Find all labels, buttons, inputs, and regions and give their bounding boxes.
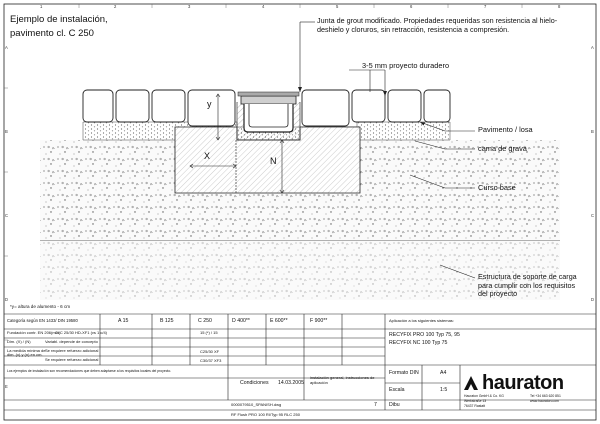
class-b125: B 125 (160, 318, 174, 324)
grid-side-d-right: D (591, 297, 595, 302)
class-a15: A 15 (118, 318, 129, 324)
drawing-title-line1: Ejemplo de instalación, (10, 14, 108, 25)
grid-side-b: B (5, 129, 8, 134)
file-path: RF Flush PRO 100 RI/Typ 95 RLC 250 (231, 412, 300, 417)
callout-support: Estructura de soporte de carga para cumplir con los requisitos del proyecto (478, 272, 577, 299)
grid-top-7: 7 (484, 4, 487, 9)
applies-to-label: Aplicación a los siguientes sistemas: (389, 318, 454, 323)
scale-label: Escala (389, 387, 405, 393)
row-dim-label: Dim. (X) / (N) (7, 339, 31, 344)
drawing-title-line2: pavimento cl. C 250 (10, 28, 94, 39)
company-address-2: Werkstraße 13 (464, 399, 487, 403)
callout-gap: 3-5 mm proyecto duradero (362, 61, 450, 70)
row-min-sub: Se requiere refuerzo adicional (45, 348, 99, 353)
company-address-1: Hauraton GmbH & Co. KG (464, 394, 504, 398)
scale-value: 1:5 (440, 387, 448, 393)
disclaimer: Los ejemplos de instalación son recomendaciones que deben adaptarse a los requisitos locales del proyecto. (7, 369, 172, 373)
company-address-3: 76437 Rastatt (464, 404, 486, 408)
class-c250: C 250 (198, 318, 212, 324)
row-min-label: La medida mínima de dim. (x) y (n) en cm. (7, 348, 46, 357)
conditions-label: Condiciones (240, 380, 269, 386)
dimension-y: y (207, 99, 212, 109)
class-e600: E 600** (270, 318, 288, 324)
callout-base: Curso base (478, 183, 516, 192)
class-d400: D 400** (232, 318, 250, 324)
callout-grout: Junta de grout modificado. Propiedades requeridas son resistencia al hielo-deshielo y cloruros, sin retracción, resistencia a compresión. (317, 16, 558, 34)
system-2: RECYFIX NC 100 Typ 75 (389, 340, 448, 346)
callout-paving: Pavimento / losa (478, 125, 533, 134)
row-foundation-label: Fundación contr. EN 206(mín) (7, 330, 61, 335)
grid-side-e: E (5, 384, 8, 389)
class-f900: F 900** (310, 318, 328, 324)
grid-top-2: 2 (114, 4, 117, 9)
drainage-channel (238, 92, 299, 132)
row-extra-value: C30/37 XF3 (200, 358, 222, 363)
row-foundation-value: 15 (*) / 15 (200, 330, 218, 335)
callout-gravel: cama de grava (478, 144, 527, 153)
date: 14.03.2005 (278, 380, 304, 386)
sheet-label: Dibu (389, 402, 400, 408)
company-name: hauraton (482, 372, 564, 394)
grid-top-3: 3 (188, 4, 191, 9)
grid-side-b-right: B (591, 129, 594, 134)
grid-top-6: 6 (410, 4, 413, 9)
dimension-n: N (270, 156, 277, 166)
row-min-value: C25/30 XF (200, 349, 220, 354)
title-block-lines (4, 314, 596, 410)
footnote: *y= altura de alumento - 6 cm (10, 304, 71, 309)
format-value: A4 (440, 370, 447, 376)
grid-top-8: 8 (558, 4, 561, 9)
company-contact-1: Tel +34 663 620 851 (530, 394, 561, 398)
doc-id: 0000079510_SPANISH.dwg (231, 402, 282, 407)
table-header-category: Categoría según EN 1433/ DIN 19580 (7, 318, 78, 323)
grid-side-c: C (5, 213, 9, 218)
grid-top-1: 1 (40, 4, 43, 9)
sheet-value: 7 (374, 402, 377, 408)
system-1: RECYFIX PRO 100 Typ 75, 95 (389, 332, 460, 338)
grid-side-a: A (5, 45, 8, 50)
grid-side-c-right: C (591, 213, 595, 218)
row-extra-sub: Se requiere refuerzo adicional (45, 357, 99, 362)
description: instalación general, instrucciones de aplicación (310, 375, 375, 386)
row-foundation-sub: Cl C 25/30 HD-XF1 (vs 1 c/4) (55, 330, 108, 335)
company-contact-2: www.hauraton.com (530, 399, 559, 403)
hauraton-mark-icon (462, 374, 480, 392)
grid-top-4: 4 (262, 4, 265, 9)
grid-side-d: D (5, 297, 9, 302)
dimension-x: X (204, 151, 211, 161)
row-dim-sub: Variabl. depende de concepto (45, 339, 98, 344)
grid-side-a-right: A (591, 45, 594, 50)
format-label: Formato DIN (389, 370, 419, 376)
grid-top-5: 5 (336, 4, 339, 9)
